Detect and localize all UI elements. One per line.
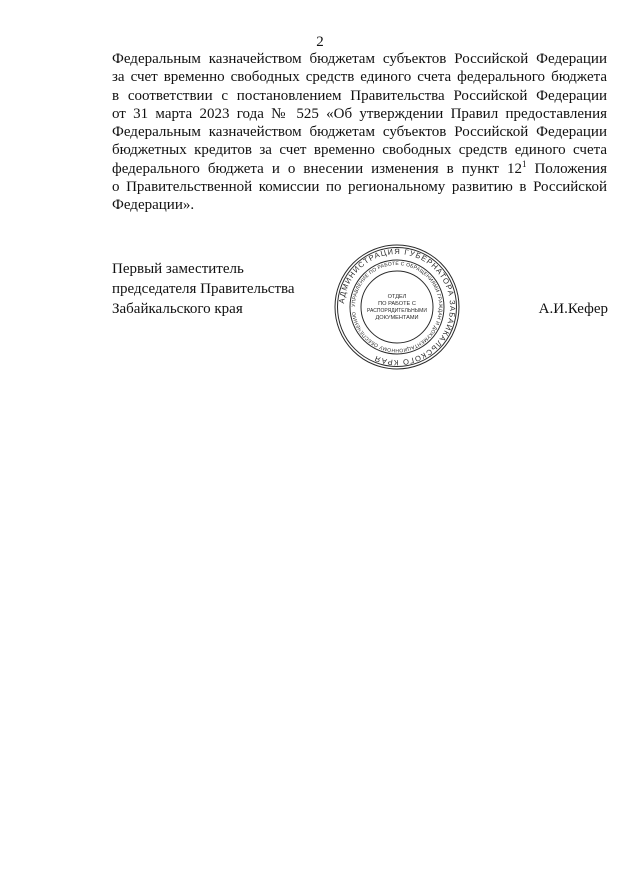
body-line: от 31 марта 2023 года № 525 «Об утверждении Правил предоставления xyxy=(112,105,607,122)
superscript: 1 xyxy=(521,158,527,169)
signer-title-line: Забайкальского края xyxy=(112,301,243,317)
seal-center-text: ПО РАБОТЕ С xyxy=(378,301,416,307)
body-line: бюджетных кредитов за счет временно свободных средств единого счета xyxy=(112,142,607,159)
signer-name: А.И.Кефер xyxy=(538,301,608,317)
body-line: в соответствии с постановлением Правительства Российской Федерации xyxy=(112,87,607,104)
signer-title xyxy=(112,259,295,319)
seal-outer-text: АДМИНИСТРАЦИЯ ГУБЕРНАТОРА ЗАБАЙКАЛЬСКОГО КРАЯ xyxy=(337,246,458,368)
seal-inner-ring xyxy=(361,271,433,343)
document-body xyxy=(112,50,607,215)
body-line: Федеральным казначейством бюджетам субъектов Российской Федерации xyxy=(112,124,607,141)
signer-title-line: председателя Правительства xyxy=(112,281,295,297)
body-line: о Правительственной комиссии по региональному развитию в Российской xyxy=(112,179,607,196)
seal-center-text: ДОКУМЕНТАМИ xyxy=(375,315,419,321)
body-line-part: федерального бюджета и о внесении изменения в пункт 12 xyxy=(112,160,522,177)
seal-center-text: ОТДЕЛ xyxy=(387,294,407,300)
page-number: 2 xyxy=(316,34,324,50)
body-line: Федеральным казначейством бюджетам субъектов Российской Федерации xyxy=(112,51,607,67)
signer-title-line: Первый заместитель xyxy=(112,261,244,277)
seal-inner-ring-text: УПРАВЛЕНИЕ ПО РАБОТЕ С ОБРАЩЕНИЯМИ ГРАЖДАН И ДОКУМЕНТАЦИОННОМУ ОБЕСПЕЧЕНИЮ xyxy=(350,260,444,354)
seal-middle-ring xyxy=(350,260,444,354)
seal-center-text: РАСПОРЯДИТЕЛЬНЫМИ xyxy=(367,308,427,314)
body-line-part: Положения xyxy=(526,160,607,177)
official-seal xyxy=(333,243,461,371)
body-line: Федерации». xyxy=(112,197,195,214)
body-line xyxy=(112,160,607,178)
body-line: за счет временно свободных средств единого счета федерального бюджета xyxy=(112,69,607,86)
